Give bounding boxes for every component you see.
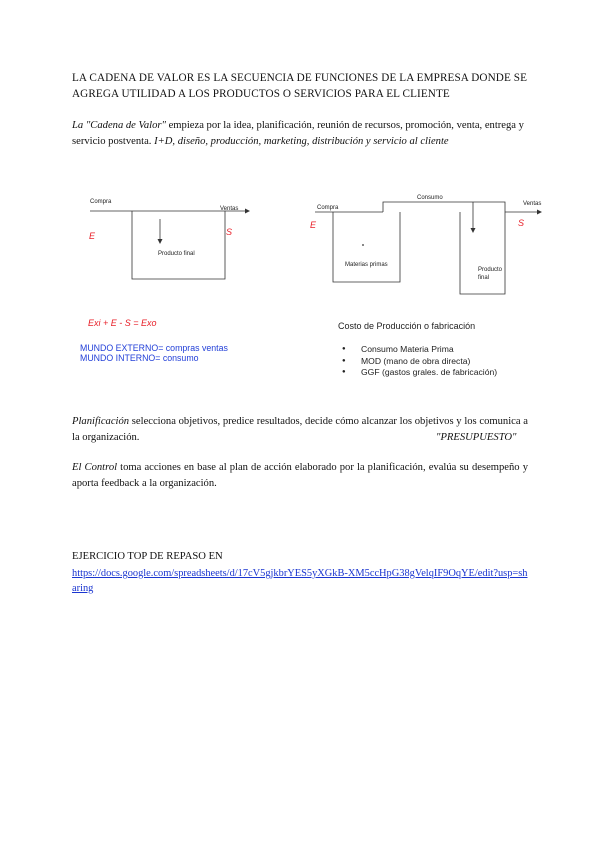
presupuesto-tag: "PRESUPUESTO" (436, 432, 517, 443)
diagram-left-e: E (89, 231, 96, 241)
diagram-left-producto: Producto final (158, 251, 195, 257)
intro-paragraph (72, 118, 528, 150)
costo-item: ● MOD (mano de obra directa) (333, 356, 553, 368)
costo-list (333, 344, 553, 379)
diagram-right-compra: Compra (317, 205, 339, 211)
diagram-left-s: S (226, 227, 233, 237)
diagram-right-s: S (518, 218, 525, 228)
document-title: LA CADENA DE VALOR ES LA SECUENCIA DE FUNCIONES DE LA EMPRESA DONDE SE AGREGA UTILIDAD A LOS PRODUCTOS O SERVICIOS PARA EL CLIENTE (72, 72, 528, 100)
diagram-left (80, 195, 260, 295)
mundo-interno: MUNDO INTERNO= consumo (80, 353, 199, 363)
ejercicio-heading: EJERCICIO TOP DE REPASO EN (72, 551, 223, 562)
diagram-right-materias: Materias primas (345, 262, 388, 268)
diagram-right-e: E (310, 220, 317, 230)
ejercicio-link[interactable]: https://docs.google.com/spreadsheets/d/17cV5gjkbrYES5yXGkB-XM5ccHpG38gVelqIF9OqYE/edit?usp=sharing (72, 568, 528, 594)
control-paragraph (72, 460, 528, 492)
intro-body: empieza por la idea, planificación, reunión de recursos, promoción, venta, entrega y servicio postventa. (72, 120, 524, 147)
intro-italic-tail: I+D, diseño, producción, marketing, distribución y servicio al cliente (154, 136, 449, 147)
diagram-left-ventas: Ventas (220, 206, 239, 212)
formula: Exi + E - S = Exo (88, 318, 157, 328)
planificacion-body: selecciona objetivos, predice resultados, decide cómo alcanzar los objetivos y los comunica a la organización. (72, 416, 528, 443)
diagram-right-producto-line1: Producto (478, 267, 503, 273)
control-term: El Control (72, 462, 118, 473)
costo-heading: Costo de Producción o fabricación (338, 321, 476, 331)
diagram-right-consumo: Consumo (417, 195, 443, 201)
diagram-right-producto-line2: final (478, 275, 490, 281)
diagram-right-ventas: Ventas (523, 201, 542, 207)
diagram-right-lines (305, 190, 555, 300)
planificacion-term: Planificación (72, 416, 130, 427)
mundo-externo: MUNDO EXTERNO= compras ventas (80, 343, 228, 353)
diagram-left-compra: Compra (90, 199, 112, 205)
costo-item: ● GGF (gastos grales. de fabricación) (333, 367, 553, 379)
control-body: toma acciones en base al plan de acción elaborado por la planificación, evalúa su desempeño y aporta feedback a la organización. (72, 462, 528, 489)
intro-term: La "Cadena de Valor" (72, 120, 166, 131)
diagram-right (305, 190, 555, 300)
costo-item: ● Consumo Materia Prima (333, 344, 553, 356)
